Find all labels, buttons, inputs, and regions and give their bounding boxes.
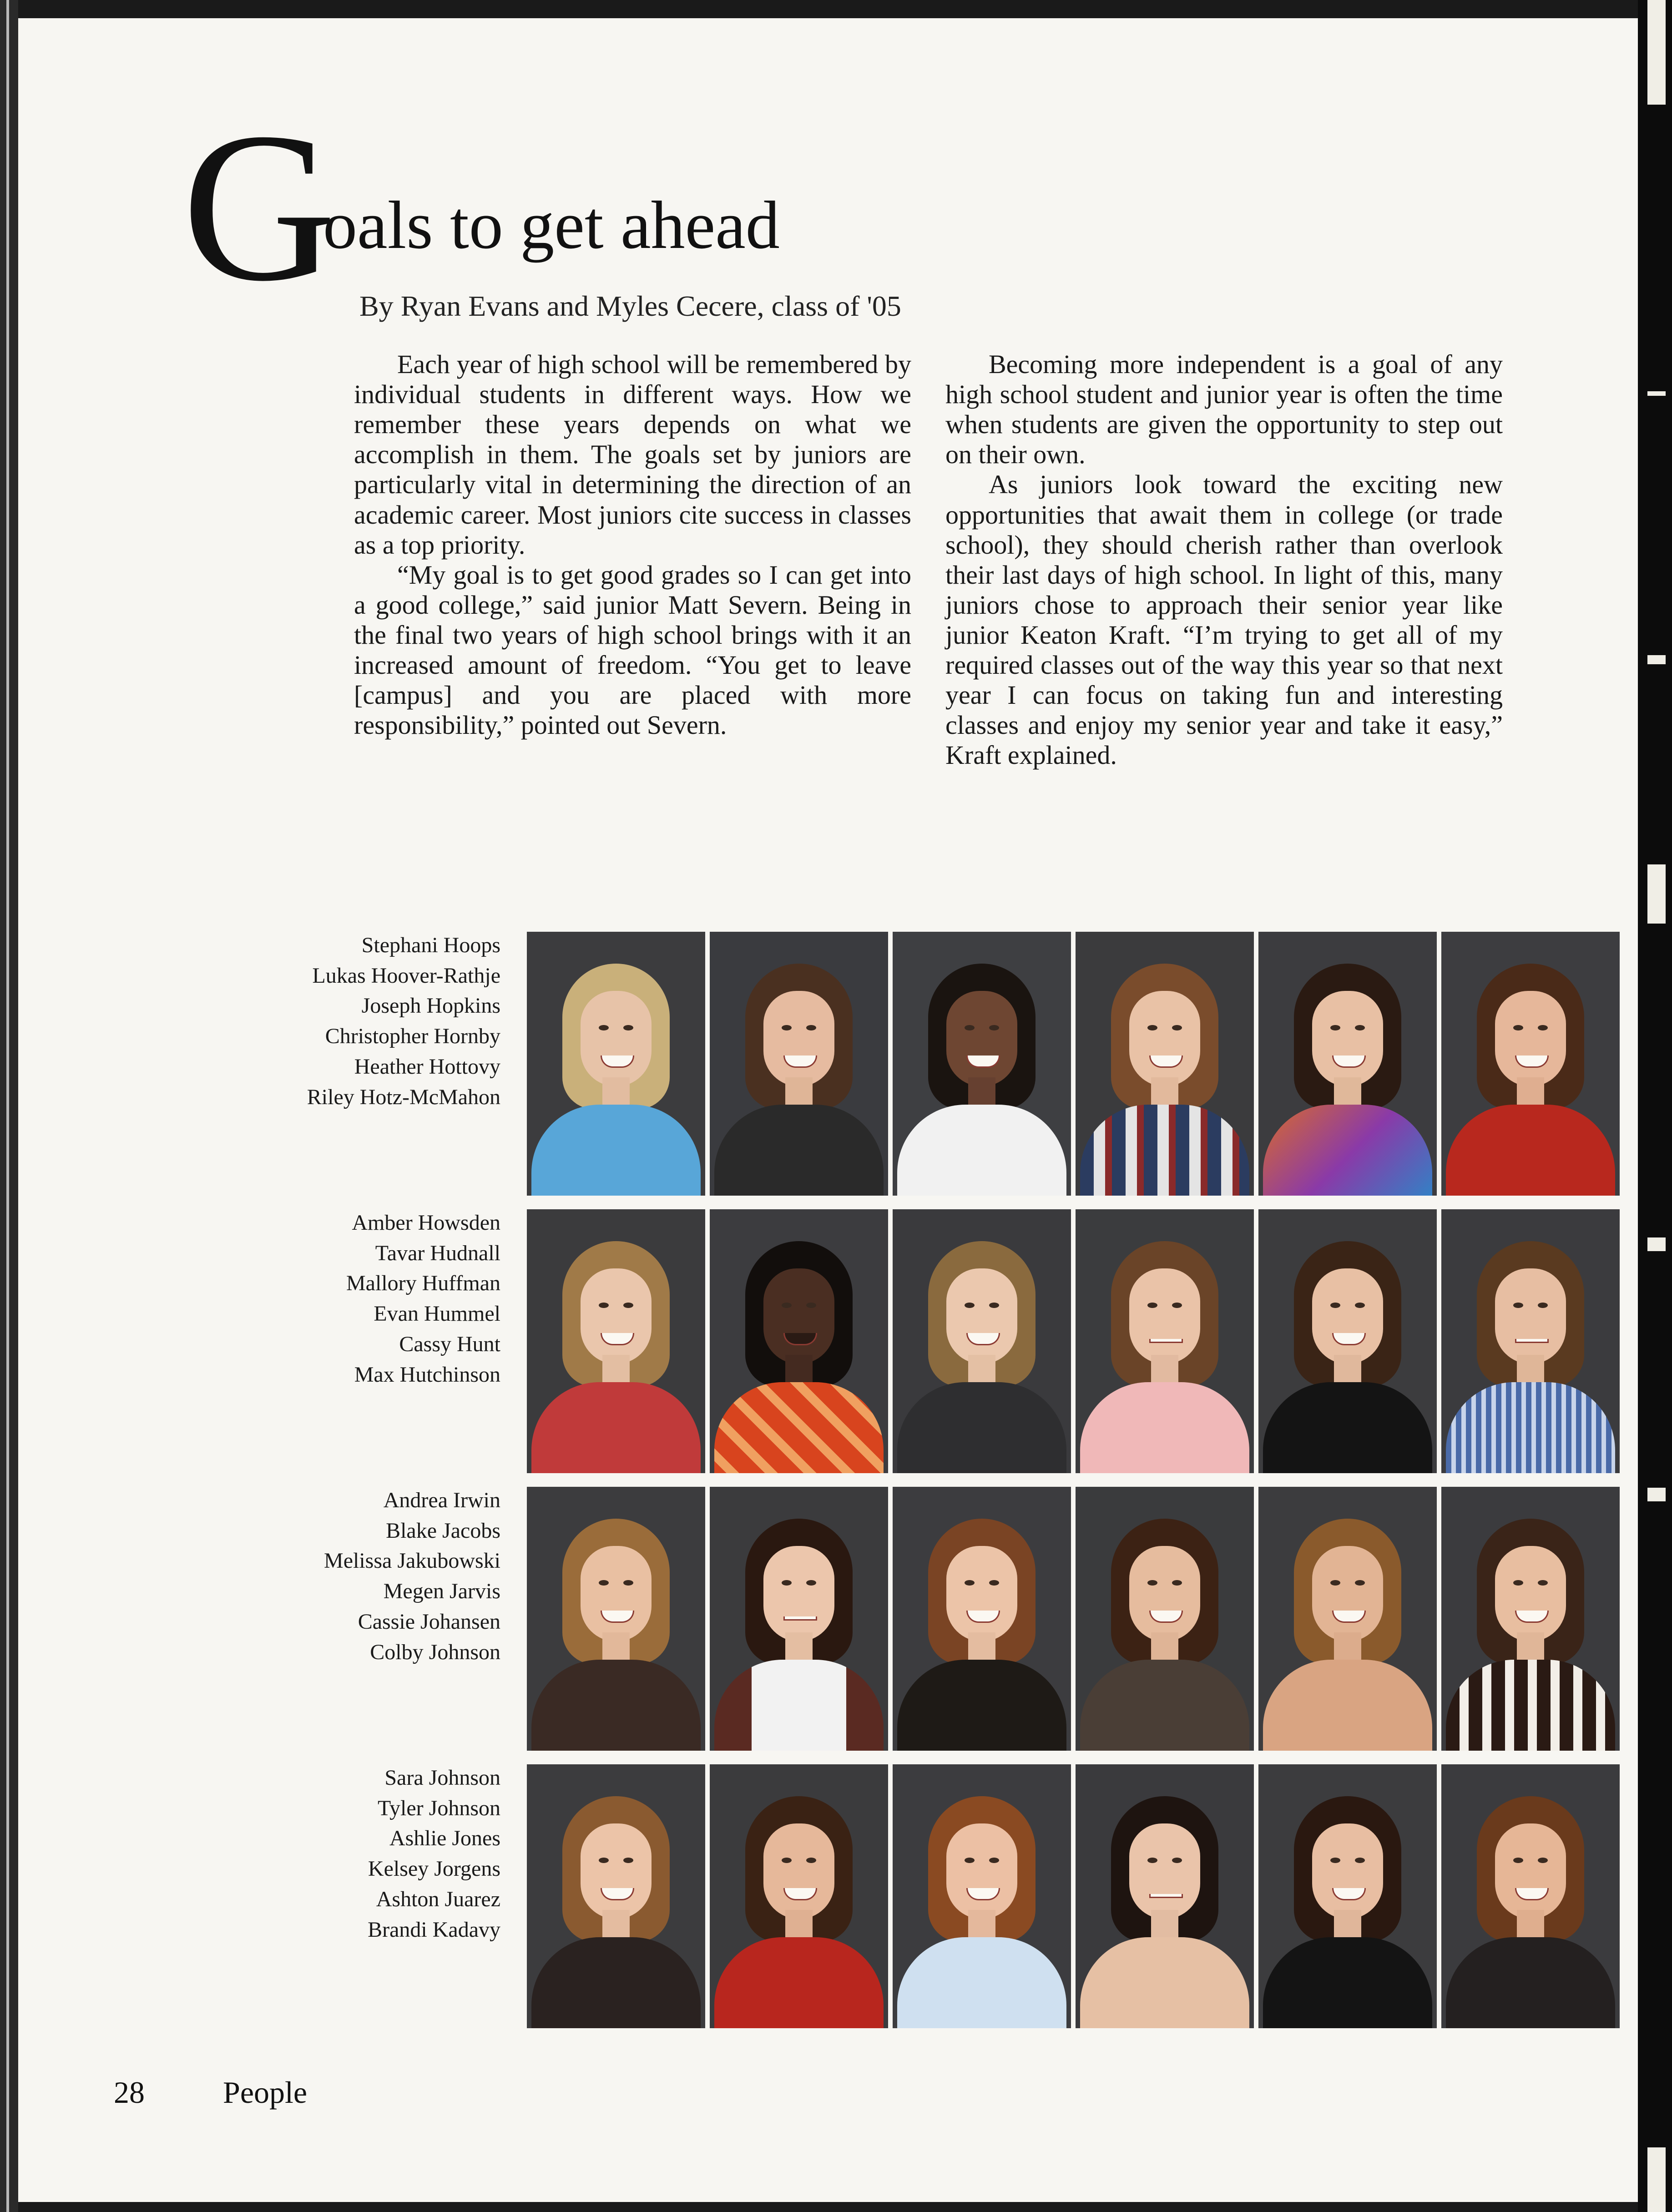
section-label: People bbox=[223, 2075, 308, 2110]
portrait-photo bbox=[527, 1487, 705, 1751]
portrait-photo bbox=[527, 932, 705, 1196]
article-title: oals to get ahead bbox=[323, 187, 780, 263]
drop-cap: G bbox=[182, 88, 337, 325]
student-name: Cassie Johansen bbox=[358, 1609, 500, 1634]
portrait-photo bbox=[1076, 1487, 1254, 1751]
portrait-names-row-1 bbox=[191, 930, 500, 1112]
student-name: Cassy Hunt bbox=[399, 1332, 500, 1356]
paragraph: Becoming more independent is a goal of any high school student and junior year is often the time when students are given the opportunity to step out on their own. bbox=[945, 349, 1503, 470]
portrait-photo bbox=[1258, 932, 1437, 1196]
portrait-photo bbox=[1441, 1487, 1620, 1751]
portrait-photo bbox=[893, 1764, 1071, 2028]
student-name: Blake Jacobs bbox=[386, 1518, 500, 1543]
byline: By Ryan Evans and Myles Cecere, class of '05 bbox=[359, 290, 901, 322]
student-name: Joseph Hopkins bbox=[361, 994, 500, 1018]
book-binding bbox=[0, 0, 18, 2212]
student-name: Riley Hotz-McMahon bbox=[307, 1085, 500, 1109]
portrait-photo bbox=[893, 1487, 1071, 1751]
portrait-photo bbox=[710, 1487, 888, 1751]
portrait-photo bbox=[1258, 1487, 1437, 1751]
page-number: 28 bbox=[114, 2075, 145, 2110]
portrait-names-row-2 bbox=[191, 1208, 500, 1390]
student-name: Tyler Johnson bbox=[378, 1796, 500, 1820]
paragraph: “My goal is to get good grades so I can get into a good college,” said junior Matt Severn. Being in the final two years of high school brings with it an increased amount of freedom. “You get to leave [campus] and you are placed with more responsibility,” pointed out Severn. bbox=[354, 560, 911, 740]
student-name: Andrea Irwin bbox=[383, 1488, 500, 1512]
portrait-photo bbox=[527, 1764, 705, 2028]
article-column-right bbox=[945, 349, 1503, 771]
portrait-photo bbox=[893, 1209, 1071, 1473]
student-name: Ashlie Jones bbox=[389, 1826, 500, 1851]
portrait-photo bbox=[710, 932, 888, 1196]
page-edge bbox=[1638, 0, 1672, 2212]
portrait-photo bbox=[1441, 1209, 1620, 1473]
student-name: Heather Hottovy bbox=[354, 1054, 500, 1079]
student-name: Tavar Hudnall bbox=[375, 1241, 500, 1265]
portrait-names-row-3 bbox=[191, 1485, 500, 1667]
portrait-photo bbox=[1076, 932, 1254, 1196]
portrait-photo bbox=[710, 1764, 888, 2028]
student-name: Brandi Kadavy bbox=[368, 1917, 500, 1942]
student-name: Ashton Juarez bbox=[376, 1887, 500, 1911]
student-name: Lukas Hoover-Rathje bbox=[312, 963, 500, 988]
student-name: Max Hutchinson bbox=[354, 1362, 500, 1387]
student-name: Colby Johnson bbox=[370, 1640, 500, 1664]
student-name: Stephani Hoops bbox=[361, 933, 500, 957]
portrait-photo bbox=[1441, 1764, 1620, 2028]
portrait-photo bbox=[1076, 1764, 1254, 2028]
portrait-photo bbox=[1258, 1209, 1437, 1473]
paragraph: As juniors look toward the exciting new opportunities that await them in college (or trade school), they should cherish rather than overlook their last days of high school. In light of this, many juniors chose to approach their senior year like junior Keaton Kraft. “I’m trying to get all of my required classes out of the way this year so that next year I can focus on taking fun and interesting classes and enjoy my senior year and take it easy,” Kraft explained. bbox=[945, 470, 1503, 770]
portrait-names-row-4 bbox=[191, 1763, 500, 1945]
student-name: Amber Howsden bbox=[352, 1211, 500, 1235]
portrait-photo bbox=[1076, 1209, 1254, 1473]
article-column-left bbox=[354, 349, 911, 740]
student-name: Megen Jarvis bbox=[383, 1579, 500, 1604]
portrait-photo bbox=[1441, 932, 1620, 1196]
paragraph: Each year of high school will be remembered by individual students in different ways. How we remember these years depends on what we accomplish in them. The goals set by juniors are particularly vital in determining the direction of an academic career. Most juniors cite success in classes as a top priority. bbox=[354, 349, 911, 560]
student-name: Kelsey Jorgens bbox=[368, 1857, 500, 1881]
portrait-photo bbox=[527, 1209, 705, 1473]
student-name: Melissa Jakubowski bbox=[324, 1549, 500, 1573]
student-name: Christopher Hornby bbox=[325, 1024, 500, 1049]
portrait-photo bbox=[710, 1209, 888, 1473]
portrait-photo bbox=[1258, 1764, 1437, 2028]
student-name: Sara Johnson bbox=[384, 1766, 500, 1790]
portrait-photo bbox=[893, 932, 1071, 1196]
student-name: Mallory Huffman bbox=[346, 1271, 500, 1296]
student-name: Evan Hummel bbox=[374, 1302, 500, 1326]
